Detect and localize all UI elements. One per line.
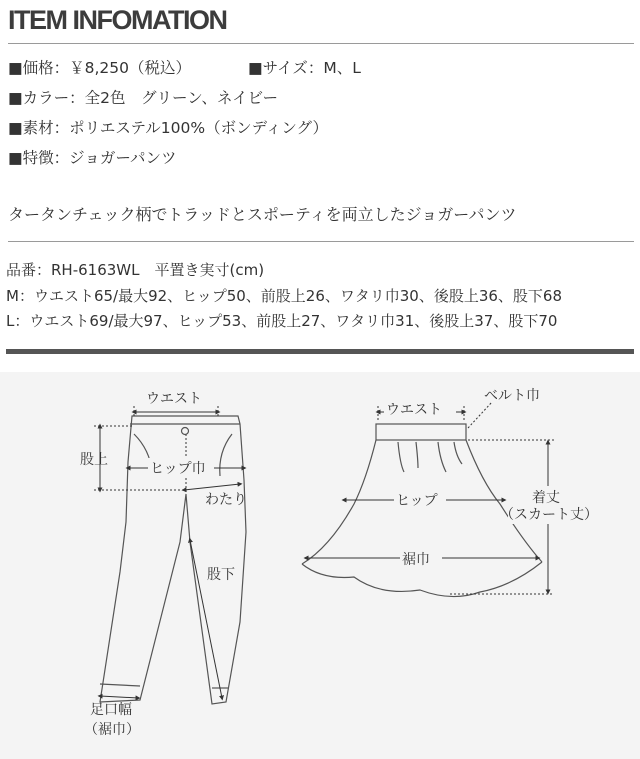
skirt-belt-label: ベルト巾 [484,388,540,404]
section-divider [6,349,634,354]
measurement-size-l: L：ウエスト69/最大97、ヒップ53、前股上27、ワタリ巾31、後股上37、股下70 [6,312,558,330]
size-diagram [0,372,640,759]
color-text: ■カラー：全2色 グリーン、ネイビー [8,89,279,107]
pants-hip-label: ヒップ巾 [150,461,206,477]
skirt-labels [384,387,598,568]
skirt-hem-label: 裾巾 [402,552,430,568]
info-panel [0,0,640,372]
description-text: タータンチェック柄でトラッドとスポーティを両立したジョガーパンツ [8,205,517,224]
pants-inseam-label: 股下 [207,567,235,583]
pants-thigh-label: わたり [205,492,247,508]
page-title: ITEM INFOMATION [8,5,227,35]
measurement-size-m: M：ウエスト65/最大92、ヒップ50、前股上26、ワタリ巾30、後股上36、股下68 [6,287,563,305]
skirt-waist-label: ウエスト [386,402,442,418]
divider [8,241,634,242]
material-text: ■素材：ポリエステル100%（ボンディング） [8,119,328,137]
measurement-heading: 品番：RH-6163WL 平置き実寸(cm) [6,261,265,279]
pants-rise-label: 股上 [80,452,108,468]
pants-waist-label: ウエスト [146,391,202,407]
pants-hem-label: 足口幅 [90,702,132,718]
pants-labels [80,388,247,738]
skirt-length-label: 着丈 [532,490,560,506]
divider [8,43,634,44]
size-text: ■サイズ：M、L [248,59,361,77]
feature-text: ■特徴：ジョガーパンツ [8,149,177,167]
price-text: ■価格：￥8,250（税込） [8,59,192,77]
skirt-hip-label: ヒップ [396,493,438,509]
pants-hem-sub-label: （裾巾） [84,722,140,738]
skirt-length-sub-label: （スカート丈） [500,507,598,523]
pants-dimension-lines [94,406,244,698]
